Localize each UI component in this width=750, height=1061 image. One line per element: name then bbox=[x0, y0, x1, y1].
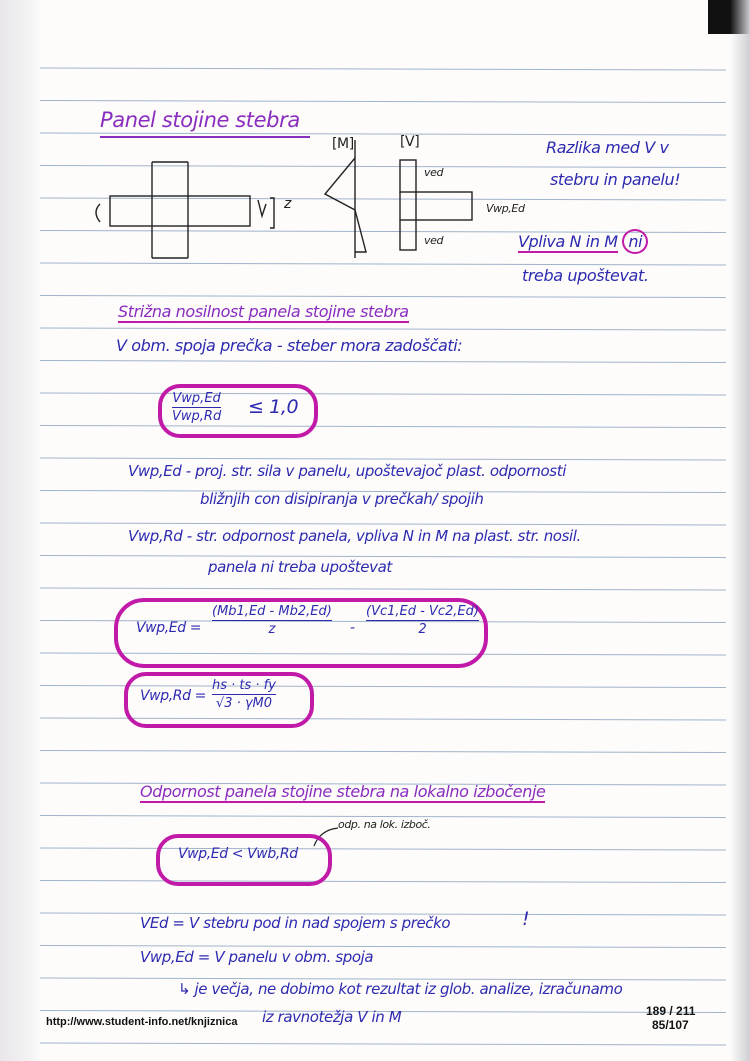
ruled-line bbox=[40, 751, 726, 753]
section1-heading: Strižna nosilnost panela stojine stebra bbox=[118, 302, 409, 321]
eq1-fraction1: (Mb1,Ed - Mb2,Ed) z bbox=[212, 604, 332, 637]
ruled-line bbox=[40, 848, 726, 850]
joint-diagram bbox=[80, 130, 550, 270]
ruled-line bbox=[40, 523, 726, 525]
scan-shadow bbox=[730, 0, 750, 1061]
note-right2-line1 bbox=[518, 232, 648, 251]
def2-line2: panela ni treba upoštevat bbox=[208, 558, 392, 576]
note-ni: ni bbox=[622, 229, 648, 254]
ruled-line bbox=[40, 101, 726, 103]
ruled-line bbox=[40, 426, 726, 428]
footer-url: http://www.student-info.net/knjiznica bbox=[46, 1016, 238, 1028]
def1-line2: bližnjih con disipiranja v prečkah/ spojih bbox=[200, 490, 484, 508]
eq1-minus: - bbox=[350, 620, 355, 636]
eq1-lhs: Vwp,Ed = bbox=[136, 620, 202, 636]
condition-fraction: Vwp,Ed Vwp,Rd bbox=[172, 391, 222, 424]
page-title: Panel stojine stebra bbox=[100, 108, 300, 132]
ruled-line bbox=[40, 361, 726, 363]
ruled-line bbox=[40, 588, 726, 590]
def1-line1: Vwp,Ed - proj. str. sila v panelu, upoštevajoč plast. odpornosti bbox=[128, 462, 566, 480]
ruled-line bbox=[40, 328, 726, 330]
ruled-line bbox=[40, 296, 726, 298]
ruled-line bbox=[40, 458, 726, 460]
footer-page-local: 85/107 bbox=[652, 1018, 689, 1032]
ruled-line bbox=[40, 1043, 726, 1045]
ruled-line bbox=[40, 881, 726, 883]
vwp-label: Vwp,Ed bbox=[486, 202, 525, 215]
ved-bottom-label: ved bbox=[424, 234, 444, 247]
condition-relation: ≤ 1,0 bbox=[248, 396, 299, 418]
buckle-note: odp. na lok. izboč. bbox=[338, 818, 431, 831]
dim-z-label: z bbox=[284, 196, 291, 212]
bottom-line1: VEd = V stebru pod in nad spojem s prečko bbox=[140, 914, 451, 932]
section2-heading: Odpornost panela stojine stebra na lokalno izbočenje bbox=[140, 782, 546, 801]
footer-page-total: 189 / 211 bbox=[646, 1004, 696, 1018]
eq2-fraction: hs · ts · fy √3 · γM0 bbox=[212, 678, 276, 711]
note-right2-line2: treba upoštevat. bbox=[522, 266, 649, 285]
bottom-line3: ↳ je večja, ne dobimo kot rezultat iz glob. analize, izračunamo bbox=[178, 980, 623, 998]
buckle-inequality: Vwp,Ed < Vwb,Rd bbox=[178, 846, 298, 862]
eq2-lhs: Vwp,Rd = bbox=[140, 688, 206, 704]
bottom-line4: iz ravnotežja V in M bbox=[262, 1008, 402, 1026]
bottom-line2: Vwp,Ed = V panelu v obm. spoja bbox=[140, 948, 374, 966]
ruled-line bbox=[40, 393, 726, 395]
note-right-line1: Razlika med V v bbox=[546, 138, 669, 157]
eq1-fraction2: (Vc1,Ed - Vc2,Ed) 2 bbox=[366, 604, 479, 637]
exclamation-mark: ! bbox=[522, 908, 530, 930]
moment-diagram-label: [M] bbox=[332, 136, 354, 152]
ruled-line bbox=[40, 68, 726, 70]
note-right-line2: stebru in panelu! bbox=[550, 170, 681, 189]
note-vpliva: Vpliva N in M bbox=[518, 232, 618, 251]
shear-diagram-label: [V] bbox=[400, 134, 420, 150]
intro-line: V obm. spoja prečka - steber mora zadoščati: bbox=[116, 336, 463, 355]
def2-line1: Vwp,Rd - str. odpornost panela, vpliva N in M na plast. str. nosil. bbox=[128, 527, 581, 545]
ved-top-label: ved bbox=[424, 166, 444, 179]
